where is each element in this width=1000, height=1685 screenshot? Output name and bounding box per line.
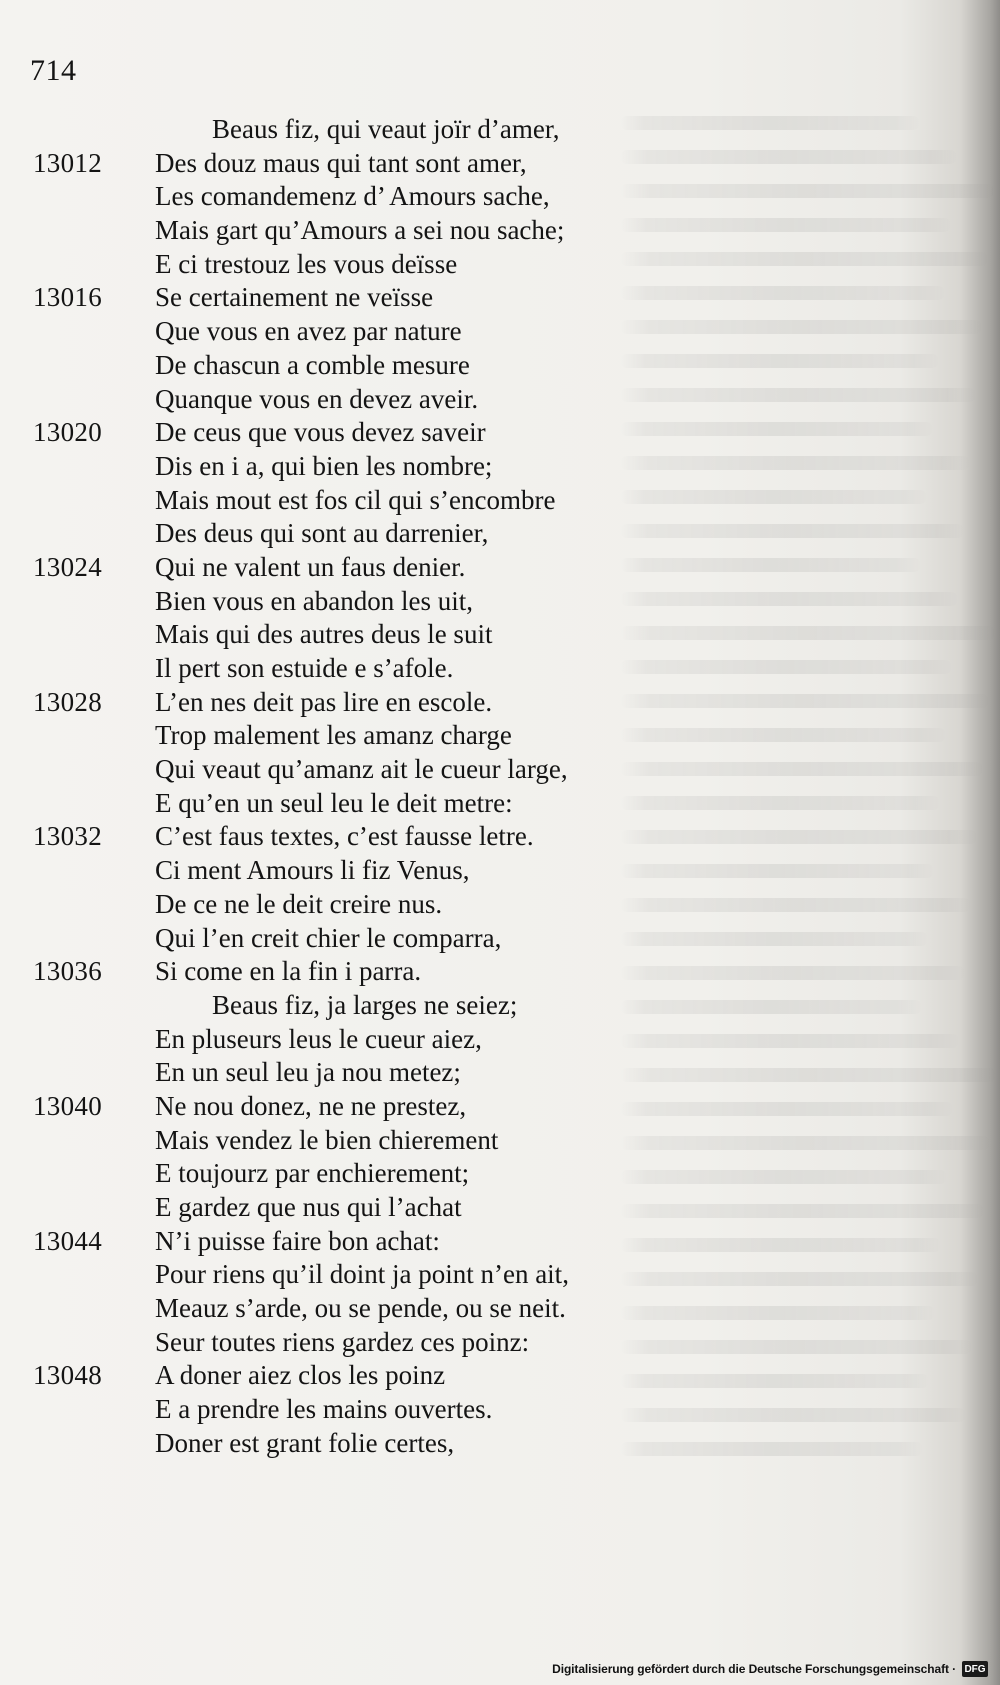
verse-line — [0, 350, 700, 384]
verse-line — [0, 1428, 700, 1462]
verse-line — [0, 1192, 700, 1226]
verse-line — [0, 754, 700, 788]
verse-text: E gardez que nus qui l’achat — [155, 1192, 462, 1222]
verse-text: Qui veaut qu’amanz ait le cueur large, — [155, 754, 568, 785]
verse-line — [0, 181, 700, 215]
line-number: 13048 — [33, 1360, 102, 1391]
verse-text: Mais qui des autres deus le suit — [155, 619, 493, 650]
verse-text: De ce ne le deit creire nus. — [155, 888, 443, 919]
verse-text: Bien vous en abandon les uit, — [155, 585, 473, 616]
verse-line — [0, 1057, 700, 1091]
verse-line — [0, 485, 700, 519]
verse-text: Dis en i a, qui bien les nombre; — [155, 450, 493, 481]
verse-line — [0, 1360, 700, 1394]
verse-text: Pour riens qu’il doint ja point n’en ait, — [155, 1259, 569, 1290]
verse-line — [0, 1226, 700, 1260]
verse-text: En pluseurs leus le cueur aiez, — [155, 1023, 482, 1054]
verse-text: Des deus qui sont au darrenier, — [155, 518, 489, 549]
verse-line — [0, 956, 700, 990]
verse-line — [0, 316, 700, 350]
line-number: 13032 — [33, 821, 102, 852]
verse-line — [0, 821, 700, 855]
line-number: 13040 — [33, 1090, 102, 1121]
verse-text: E a prendre les mains ouvertes. — [155, 1394, 493, 1425]
verse-line — [0, 788, 700, 822]
verse-text: C’est faus textes, c’est fausse letre. — [155, 821, 534, 852]
verse-line — [0, 653, 700, 687]
verse-text: Si come en la fin i parra. — [155, 956, 422, 987]
verse-text: Mais mout est fos cil qui s’encombre — [155, 484, 556, 515]
verse-line — [0, 249, 700, 283]
verse-text: N’i puisse faire bon achat: — [155, 1225, 440, 1256]
verse-text: Seur toutes riens gardez ces poinz: — [155, 1326, 530, 1357]
verse-block — [0, 114, 700, 1462]
verse-line — [0, 1158, 700, 1192]
verse-text: Qui ne valent un faus denier. — [155, 551, 466, 582]
verse-line — [0, 1125, 700, 1159]
verse-line — [0, 148, 700, 182]
verse-text: E ci trestouz les vous deïsse — [155, 248, 458, 279]
verse-text: Trop malement les amanz charge — [155, 720, 512, 751]
verse-text: E toujourz par enchierement; — [155, 1158, 470, 1189]
verse-line — [0, 1091, 700, 1125]
verse-line — [0, 1259, 700, 1293]
verse-text: Se certainement ne veïsse — [155, 282, 434, 313]
digitization-credit — [552, 1661, 988, 1677]
verse-line — [0, 720, 700, 754]
dfg-logo: DFG — [962, 1661, 988, 1677]
verse-text: Beaus fiz, ja larges ne seiez; — [212, 989, 518, 1020]
verse-text: Que vous en avez par nature — [155, 316, 462, 347]
verse-line — [0, 114, 700, 148]
line-number: 13036 — [33, 956, 102, 987]
verse-line — [0, 990, 700, 1024]
line-number: 13012 — [33, 147, 102, 178]
verse-text: Les comandemenz d’ Amours sache, — [155, 181, 550, 212]
verse-text: L’en nes deit pas lire en escole. — [155, 686, 493, 717]
page-number: 714 — [30, 54, 77, 87]
verse-line — [0, 619, 700, 653]
verse-text: En un seul leu ja nou metez; — [155, 1057, 461, 1088]
verse-text: Quanque vous en devez aveir. — [155, 383, 479, 414]
verse-line — [0, 1327, 700, 1361]
verse-text: A doner aiez clos les poinz — [155, 1360, 446, 1391]
verse-line — [0, 586, 700, 620]
credit-text: Digitalisierung gefördert durch die Deutsche Forschungsgemeinschaft · — [552, 1662, 956, 1676]
verse-line — [0, 1394, 700, 1428]
verse-text: Mais gart qu’Amours a sei nou sache; — [155, 215, 565, 246]
line-number: 13016 — [33, 282, 102, 313]
verse-text: Ci ment Amours li fiz Venus, — [155, 855, 470, 886]
verse-text: De ceus que vous devez saveir — [155, 417, 486, 448]
verse-text: Mais vendez le bien chierement — [155, 1124, 499, 1155]
verse-text: Des douz maus qui tant sont amer, — [155, 147, 527, 178]
verse-text: Il pert son estuide e s’afole. — [155, 653, 454, 683]
verse-line — [0, 889, 700, 923]
verse-text: Doner est grant folie certes, — [155, 1427, 455, 1458]
verse-line — [0, 687, 700, 721]
verse-text: Beaus fiz, qui veaut joïr d’amer, — [212, 114, 560, 144]
verse-line — [0, 552, 700, 586]
verse-line — [0, 923, 700, 957]
verse-text: Ne nou donez, ne ne prestez, — [155, 1090, 467, 1121]
verse-line — [0, 451, 700, 485]
verse-text: Qui l’en creit chier le comparra, — [155, 922, 502, 953]
verse-line — [0, 215, 700, 249]
verse-text: E qu’en un seul leu le deit metre: — [155, 787, 513, 818]
line-number: 13020 — [33, 417, 102, 448]
verse-line — [0, 518, 700, 552]
verse-line — [0, 417, 700, 451]
verse-line — [0, 1024, 700, 1058]
verse-line — [0, 855, 700, 889]
line-number: 13044 — [33, 1225, 102, 1256]
verse-line — [0, 1293, 700, 1327]
verse-line — [0, 282, 700, 316]
verse-line — [0, 384, 700, 418]
line-number: 13024 — [33, 551, 102, 582]
line-number: 13028 — [33, 686, 102, 717]
verse-text: Meauz s’arde, ou se pende, ou se neit. — [155, 1293, 566, 1324]
verse-text: De chascun a comble mesure — [155, 349, 470, 380]
